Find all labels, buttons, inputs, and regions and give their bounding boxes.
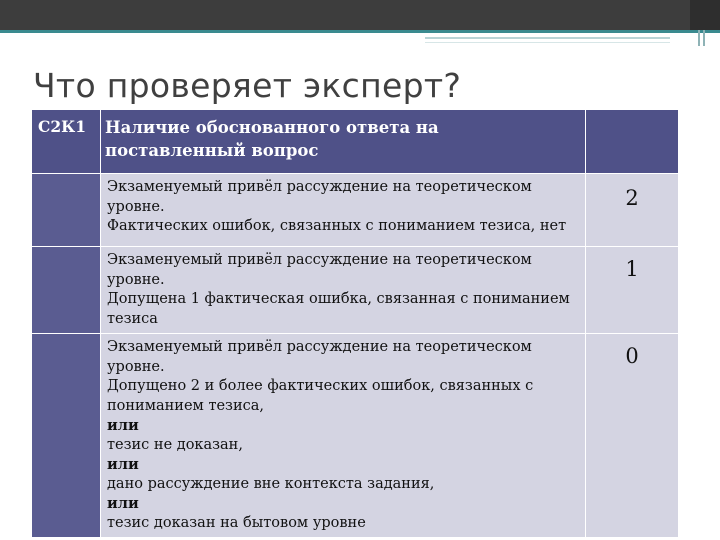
description-line: Экзаменуемый привёл рассуждение на теоретическом уровне. — [107, 339, 532, 375]
top-bar — [0, 0, 720, 30]
score-value: 2 — [625, 186, 639, 210]
row-description — [101, 247, 586, 334]
row-score — [586, 334, 679, 538]
description-line: тезиса — [107, 310, 158, 327]
criterion-code: С2К1 — [32, 110, 101, 174]
accent-line — [0, 30, 720, 33]
criteria-table — [32, 110, 679, 538]
or-connector: или — [107, 495, 139, 512]
description-line: Допущено 2 и более фактических ошибок, связанных с — [107, 378, 534, 394]
row-description — [101, 334, 586, 538]
description-line: Экзаменуемый привёл рассуждение на теоретическом уровне. — [107, 179, 532, 215]
score-value: 1 — [625, 257, 639, 281]
row-side-cell — [32, 247, 101, 334]
table-row — [32, 247, 679, 334]
description-line: Экзаменуемый привёл рассуждение на теоретическом уровне. — [107, 252, 532, 288]
row-description — [101, 174, 586, 247]
row-score — [586, 174, 679, 247]
description-line: тезис не доказан, — [107, 436, 243, 453]
accent-line-thin — [425, 37, 670, 39]
table-row — [32, 334, 679, 538]
criterion-title: Наличие обоснованного ответа на поставленный вопрос — [101, 110, 586, 174]
accent-line-thin-2 — [425, 42, 670, 43]
or-connector: или — [107, 417, 139, 434]
slide-title: Что проверяет эксперт? — [33, 66, 462, 105]
corner-decoration — [698, 30, 700, 46]
description-line: тезис доказан на бытовом уровне — [107, 514, 366, 531]
top-bar-corner — [690, 0, 720, 30]
table-header-row — [32, 110, 679, 174]
table-row — [32, 174, 679, 247]
row-side-cell — [32, 334, 101, 538]
row-side-cell — [32, 174, 101, 247]
corner-decoration — [703, 30, 705, 46]
or-connector: или — [107, 456, 139, 473]
description-line: дано рассуждение вне контекста задания, — [107, 475, 435, 492]
description-line: пониманием тезиса, — [107, 397, 264, 414]
row-score — [586, 247, 679, 334]
header-score-cell — [586, 110, 679, 174]
description-line: Фактических ошибок, связанных с пониманием тезиса, нет — [107, 218, 567, 234]
description-line: Допущена 1 фактическая ошибка, связанная с пониманием — [107, 291, 570, 307]
score-value: 0 — [625, 344, 639, 368]
